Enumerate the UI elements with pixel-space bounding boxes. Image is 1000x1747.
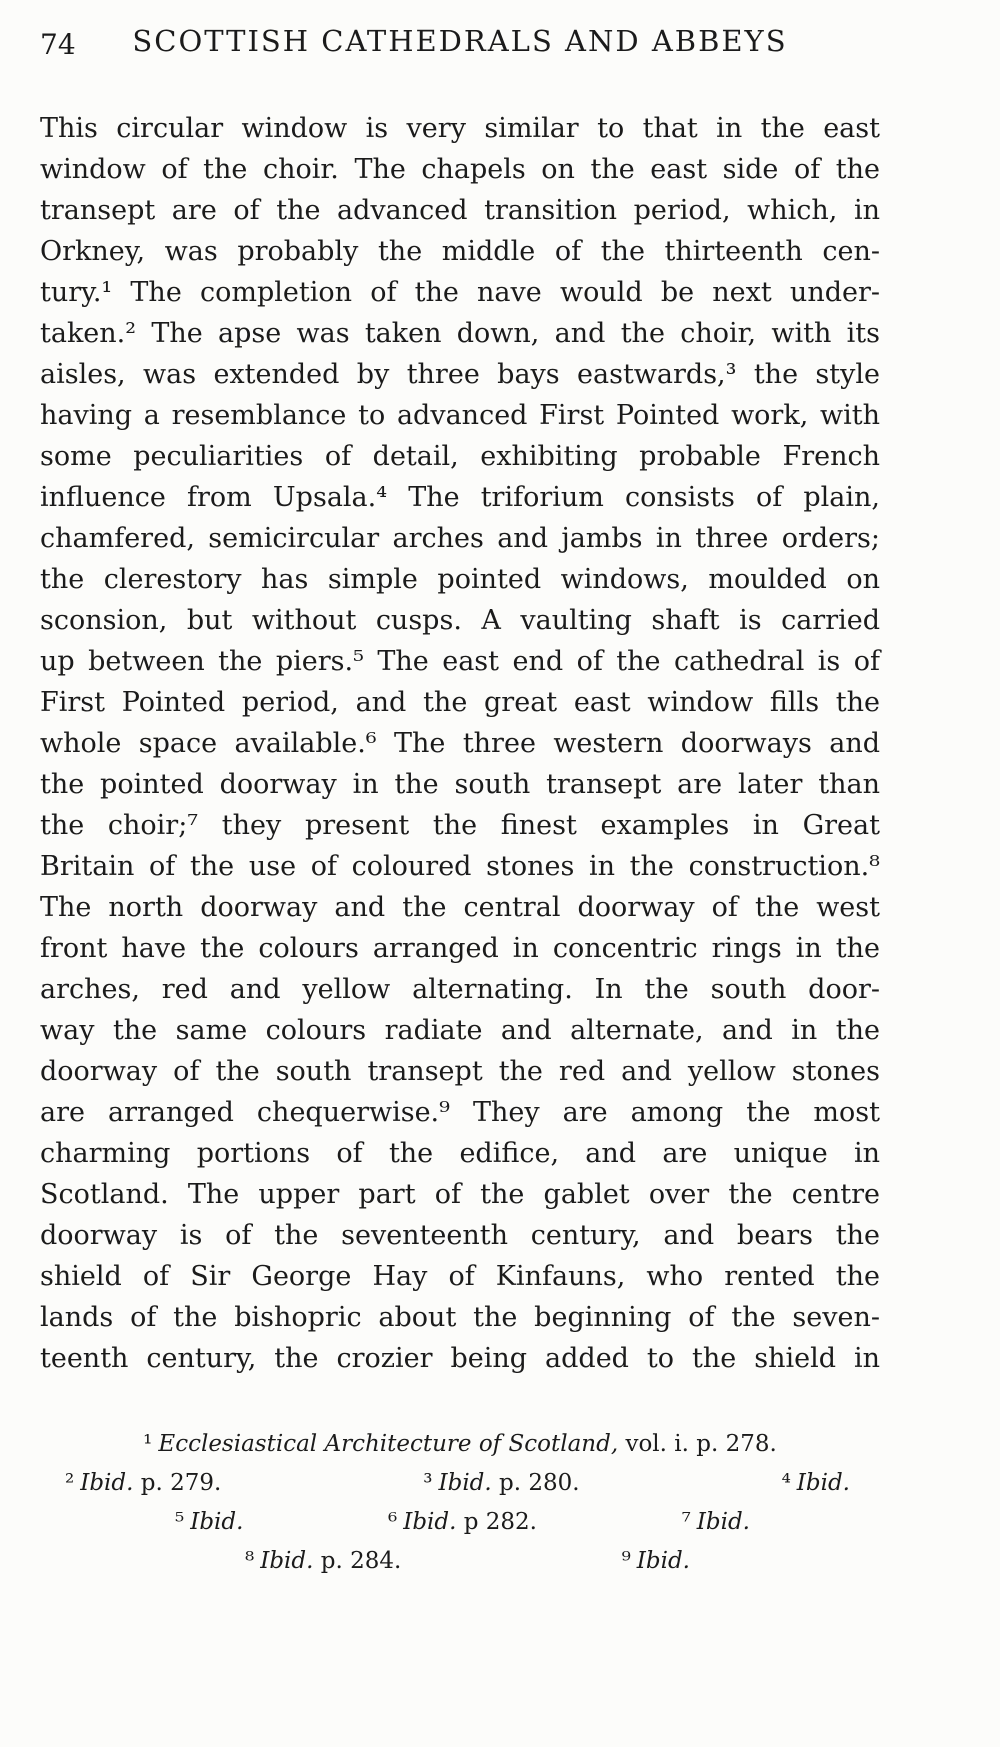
body-line: influence from Upsala.⁴ The triforium consists of plain, <box>40 482 880 513</box>
body-line: Britain of the use of coloured stones in the construction.⁸ <box>40 851 880 882</box>
footnote-marker: ¹ <box>143 1431 153 1457</box>
footnote-source: Ibid. <box>796 1470 850 1496</box>
body-line: aisles, was extended by three bays eastwards,³ the style <box>40 359 880 390</box>
footnote-row <box>40 1464 880 1503</box>
page-header <box>40 24 880 70</box>
body-text <box>40 108 880 1379</box>
footnote-entry <box>388 1503 537 1542</box>
body-line: the pointed doorway in the south transept are later than <box>40 769 880 800</box>
footnote-marker: ⁴ <box>781 1470 791 1496</box>
body-line: doorway is of the seventeenth century, and bears the <box>40 1220 880 1251</box>
footnote-reference: p. 279. <box>133 1470 222 1496</box>
footnote-row <box>40 1425 880 1464</box>
footnote-reference: vol. i. p. 278. <box>618 1431 777 1457</box>
footnote-marker: ⁵ <box>175 1509 185 1535</box>
footnote-reference: p. 284. <box>313 1548 402 1574</box>
footnote-source: Ecclesiastical Architecture of Scotland, <box>158 1431 619 1457</box>
footnote-source: Ibid. <box>260 1548 314 1574</box>
footnote-entry <box>175 1503 243 1542</box>
body-line: tury.¹ The completion of the nave would be next under- <box>40 277 880 308</box>
footnote-source: Ibid. <box>438 1470 492 1496</box>
body-line: charming portions of the edifice, and are unique in <box>40 1138 880 1169</box>
footnote-marker: ⁸ <box>245 1548 255 1574</box>
footnote-source: Ibid. <box>403 1509 457 1535</box>
footnote-entry <box>682 1503 750 1542</box>
body-line: lands of the bishopric about the beginning of the seven- <box>40 1302 880 1333</box>
body-line: window of the choir. The chapels on the east side of the <box>40 154 880 185</box>
footnote-marker: ⁶ <box>388 1509 398 1535</box>
body-line: doorway of the south transept the red and yellow stones <box>40 1056 880 1087</box>
footnotes <box>40 1425 880 1581</box>
footnote-source: Ibid. <box>636 1548 690 1574</box>
body-line: the clerestory has simple pointed windows, moulded on <box>40 564 880 595</box>
footnote-marker: ⁷ <box>681 1509 691 1535</box>
body-line: Orkney, was probably the middle of the thirteenth cen- <box>40 236 880 267</box>
footnote-source: Ibid. <box>80 1470 134 1496</box>
body-line: teenth century, the crozier being added to the shield in <box>40 1343 880 1374</box>
body-line: First Pointed period, and the great east window fills the <box>40 687 880 718</box>
body-line: whole space available.⁶ The three western doorways and <box>40 728 880 759</box>
footnote-entry <box>782 1464 850 1503</box>
body-line: the choir;⁷ they present the finest examples in Great <box>40 810 880 841</box>
body-line: This circular window is very similar to that in the east <box>40 113 880 144</box>
footnote-row <box>40 1542 880 1581</box>
body-line: shield of Sir George Hay of Kinfauns, who rented the <box>40 1261 880 1292</box>
body-line: taken.² The apse was taken down, and the choir, with its <box>40 318 880 349</box>
footnote-marker: ⁹ <box>621 1548 631 1574</box>
footnote-entry <box>143 1431 777 1457</box>
footnote-entry <box>65 1464 221 1503</box>
body-line: chamfered, semicircular arches and jambs in three orders; <box>40 523 880 554</box>
footnote-entry <box>622 1542 690 1581</box>
footnote-marker: ² <box>65 1470 75 1496</box>
body-line: The north doorway and the central doorway of the west <box>40 892 880 923</box>
page-number: 74 <box>40 28 76 61</box>
running-title: SCOTTISH CATHEDRALS AND ABBEYS <box>132 24 788 58</box>
footnote-source: Ibid. <box>190 1509 244 1535</box>
body-line: having a resemblance to advanced First Pointed work, with <box>40 400 880 431</box>
footnote-entry <box>245 1542 401 1581</box>
footnote-source: Ibid. <box>696 1509 750 1535</box>
body-line: are arranged chequerwise.⁹ They are among the most <box>40 1097 880 1128</box>
footnote-reference: p. 280. <box>491 1470 580 1496</box>
body-line: up between the piers.⁵ The east end of the cathedral is of <box>40 646 880 677</box>
body-line: Scotland. The upper part of the gablet over the centre <box>40 1179 880 1210</box>
footnote-reference: p 282. <box>456 1509 537 1535</box>
body-line: arches, red and yellow alternating. In the south door- <box>40 974 880 1005</box>
body-line: transept are of the advanced transition period, which, in <box>40 195 880 226</box>
body-line: sconsion, but without cusps. A vaulting shaft is carried <box>40 605 880 636</box>
body-line: way the same colours radiate and alternate, and in the <box>40 1015 880 1046</box>
body-line: front have the colours arranged in concentric rings in the <box>40 933 880 964</box>
footnote-marker: ³ <box>423 1470 433 1496</box>
footnote-entry <box>423 1464 579 1503</box>
body-line: some peculiarities of detail, exhibiting probable French <box>40 441 880 472</box>
footnote-row <box>40 1503 880 1542</box>
